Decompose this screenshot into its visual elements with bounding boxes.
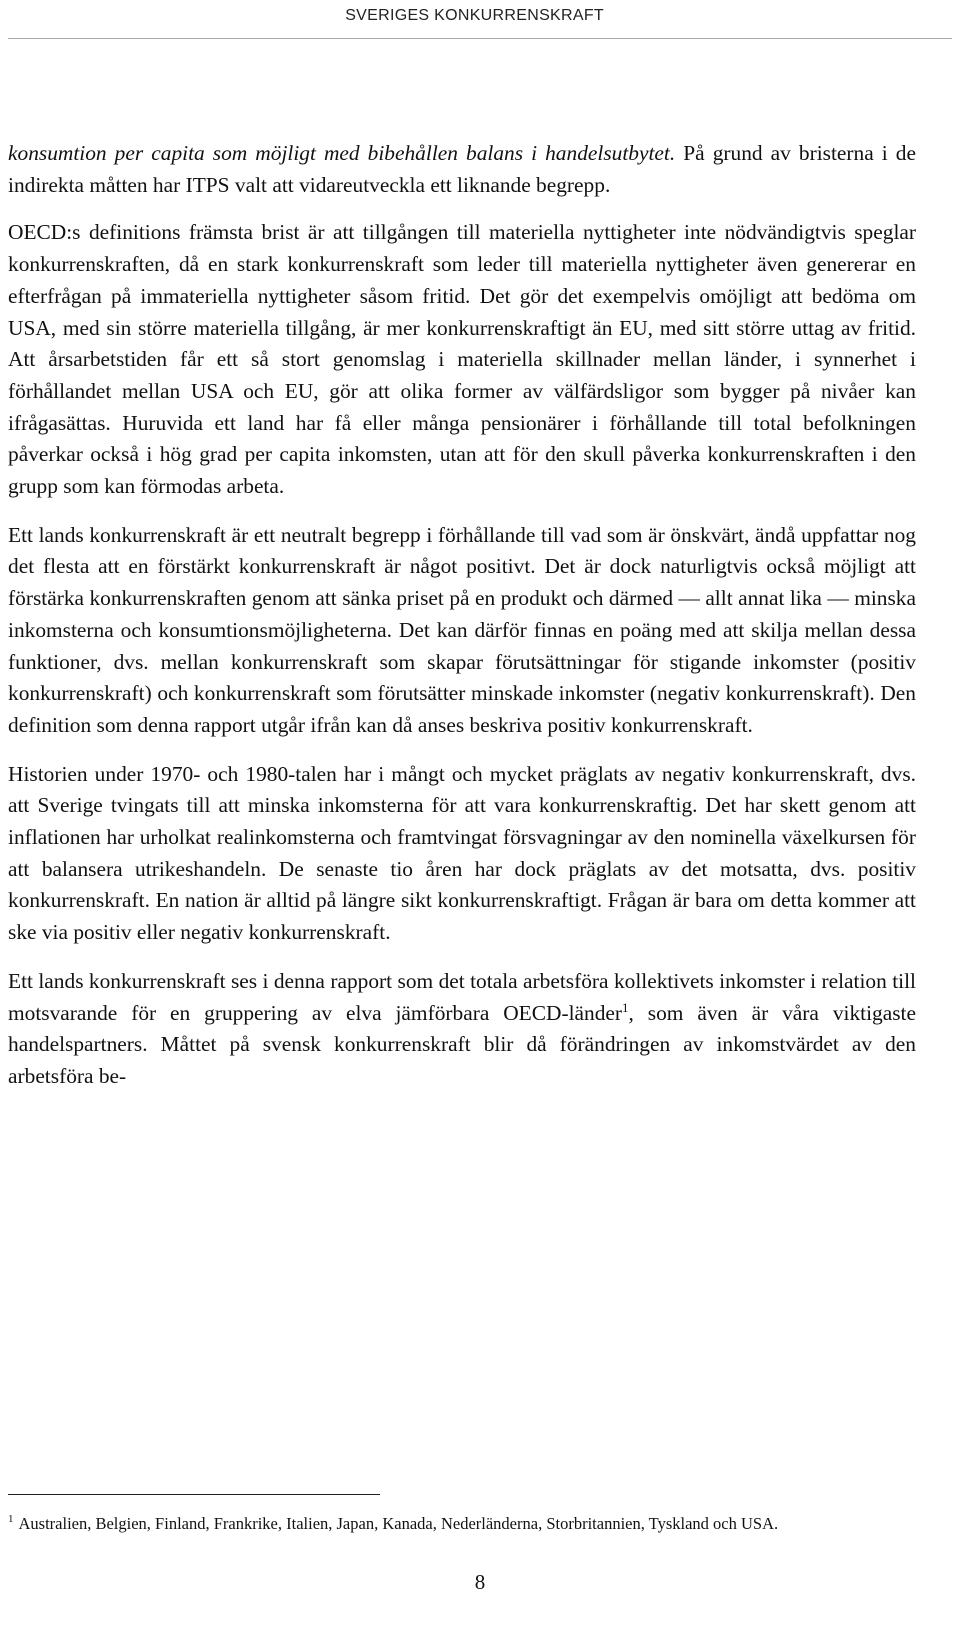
page-body [8,138,916,1110]
paragraph-5-part-a: Ett lands konkurrenskraft ses i denna rapport som det totala arbetsföra kollektivets inkomster i relation till motsvarande för en gruppering av elva jämförbara OECD-länder [8,968,916,1025]
footnote-marker: 1 [8,1513,14,1525]
paragraph-1-rest: På grund av bristerna i de indirekta måtten har ITPS valt att vidareutveckla ett liknande begrepp. [8,141,916,197]
running-header [0,0,960,38]
paragraph-5-part-b: , som även är våra viktigaste handelspartners. Måttet på svensk konkurrenskraft blir då förändringen av inkomstvärdet av den arbetsföra be- [8,1000,916,1088]
footnote [8,1512,908,1535]
footnote-divider [8,1494,380,1495]
paragraph-2: OECD:s definitions främsta brist är att tillgången till materiella nyttigheter inte nödvändigtvis speglar konkurrenskraften, då en stark konkurrenskraft som leder till materiella nyttigheter även genererar en efterfrågan på immateriella nyttigheter såsom fritid. Det gör det exempelvis omöjligt att bedöma om USA, med sin större materiella tillgång, är mer konkurrenskraftigt än EU, med sitt större uttag av fritid. Att årsarbetstiden får ett så stort genomslag i materiella skillnader mellan länder, i synnerhet i förhållandet mellan USA och EU, gör att olika former av välfärdsligor som bygger på nivåer kan ifrågasättas. Huruvida ett land har få eller många pensionärer i förhållande till total befolkningen påverkar också i hög grad per capita inkomsten, utan att för den skull påverka konkurrenskraften i den grupp som kan förmodas arbeta. [8,220,916,499]
footnote-reference[interactable]: 1 [622,999,629,1015]
header-title: SVERIGES KONKURRENSKRAFT [345,7,604,24]
paragraph-5 [8,966,916,1093]
paragraph-1 [8,138,916,201]
footnote-text: Australien, Belgien, Finland, Frankrike, Italien, Japan, Kanada, Nederländerna, Storbritannien, Tyskland och USA. [18,1514,779,1533]
paragraph-1-italic: konsumtion per capita som möjligt med bibehållen balans i handelsutbytet. [8,141,676,165]
paragraph-4: Historien under 1970- och 1980-talen har i mångt och mycket präglats av negativ konkurrenskraft, dvs. att Sverige tvingats till att minska inkomsterna för att vara konkurrenskraftig. Det har skett genom att inflationen har urholkat realinkomsterna och framtvingat försvagningar av den nominella växelkursen för att balansera utrikeshandeln. De senaste tio åren har dock präglats av det motsatta, dvs. positiv konkurrenskraft. En nation är alltid på längre sikt konkurrenskraftigt. Frågan är bara om detta kommer att ske via positiv eller negativ konkurrenskraft. [8,761,916,945]
page-number: 8 [474,1570,486,1594]
header-divider [8,38,952,39]
paragraph-3: Ett lands konkurrenskraft är ett neutralt begrepp i förhållande till vad som är önskvärt, ändå uppfattar nog det flesta att en förstärkt konkurrenskraft är något positivt. Det är dock naturligtvis också möjligt att förstärka konkurrenskraften genom att sänka priset på en produkt och därmed — allt annat lika — minska inkomsterna och konsumtionsmöjligheterna. Det kan därför finnas en poäng med att skilja mellan dessa funktioner, dvs. mellan konkurrenskraft som skapar förutsättningar för stigande inkomster (positiv konkurrenskraft) och konkurrenskraft som förutsätter minskade inkomster (negativ konkurrenskraft). Den definition som denna rapport utgår ifrån kan då anses beskriva positiv konkurrenskraft. [8,522,916,737]
